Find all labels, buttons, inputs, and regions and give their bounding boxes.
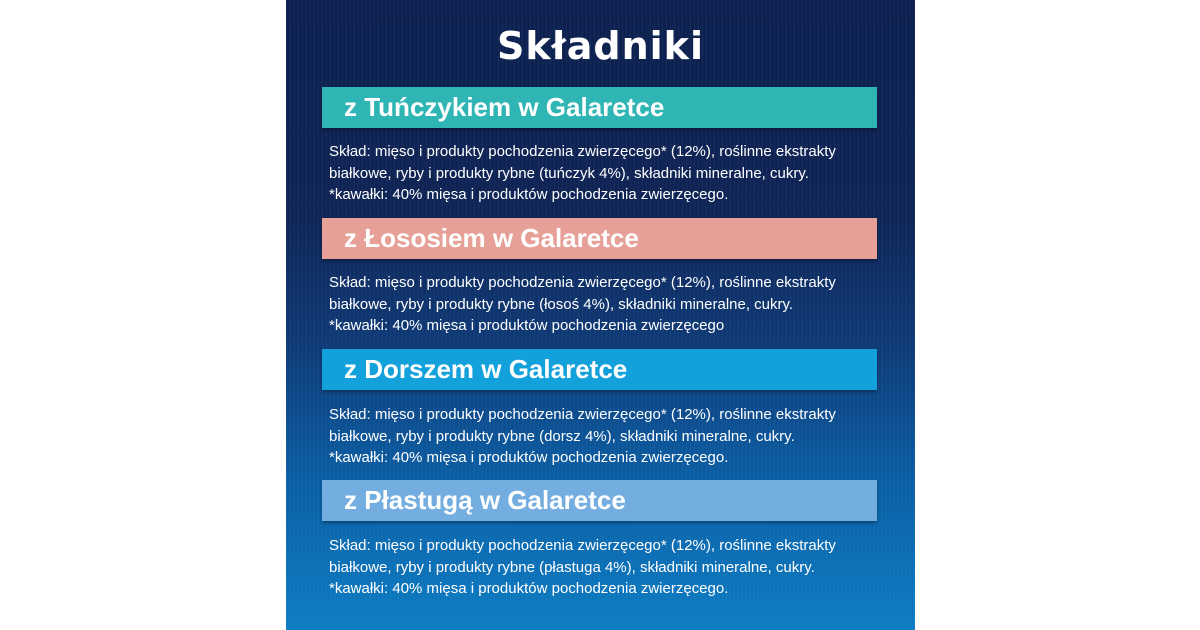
description-line: *kawałki: 40% mięsa i produktów pochodzenia zwierzęcego. — [329, 449, 729, 466]
section-description-cod — [329, 404, 889, 469]
section-description-plaice — [329, 535, 889, 600]
section-heading-plaice: z Płastugą w Galaretce — [322, 480, 877, 521]
description-line: białkowe, ryby i produkty rybne (płastuga 4%), składniki mineralne, cukry. — [329, 558, 815, 576]
description-line: *kawałki: 40% mięsa i produktów pochodzenia zwierzęcego. — [329, 186, 729, 203]
description-line: białkowe, ryby i produkty rybne (łosoś 4%), składniki mineralne, cukry. — [329, 295, 794, 313]
page-title: Składniki — [497, 24, 704, 68]
section-heading-tuna: z Tuńczykiem w Galaretce — [322, 87, 877, 128]
section-description-tuna — [329, 141, 889, 206]
description-line: Skład: mięso i produkty pochodzenia zwierzęcego* (12%), roślinne ekstrakty — [329, 143, 836, 160]
ingredients-panel — [286, 0, 915, 630]
description-line: białkowe, ryby i produkty rybne (dorsz 4%), składniki mineralne, cukry. — [329, 427, 795, 445]
description-line: białkowe, ryby i produkty rybne (tuńczyk 4%), składniki mineralne, cukry. — [329, 164, 809, 182]
section-heading-salmon: z Łososiem w Galaretce — [322, 218, 877, 259]
description-line: Skład: mięso i produkty pochodzenia zwierzęcego* (12%), roślinne ekstrakty — [329, 274, 836, 291]
description-line: *kawałki: 40% mięsa i produktów pochodzenia zwierzęcego — [329, 317, 725, 334]
section-description-salmon — [329, 272, 889, 337]
section-heading-cod: z Dorszem w Galaretce — [322, 349, 877, 390]
description-line: *kawałki: 40% mięsa i produktów pochodzenia zwierzęcego. — [329, 580, 729, 597]
description-line: Skład: mięso i produkty pochodzenia zwierzęcego* (12%), roślinne ekstrakty — [329, 406, 836, 423]
description-line: Skład: mięso i produkty pochodzenia zwierzęcego* (12%), roślinne ekstrakty — [329, 537, 836, 554]
